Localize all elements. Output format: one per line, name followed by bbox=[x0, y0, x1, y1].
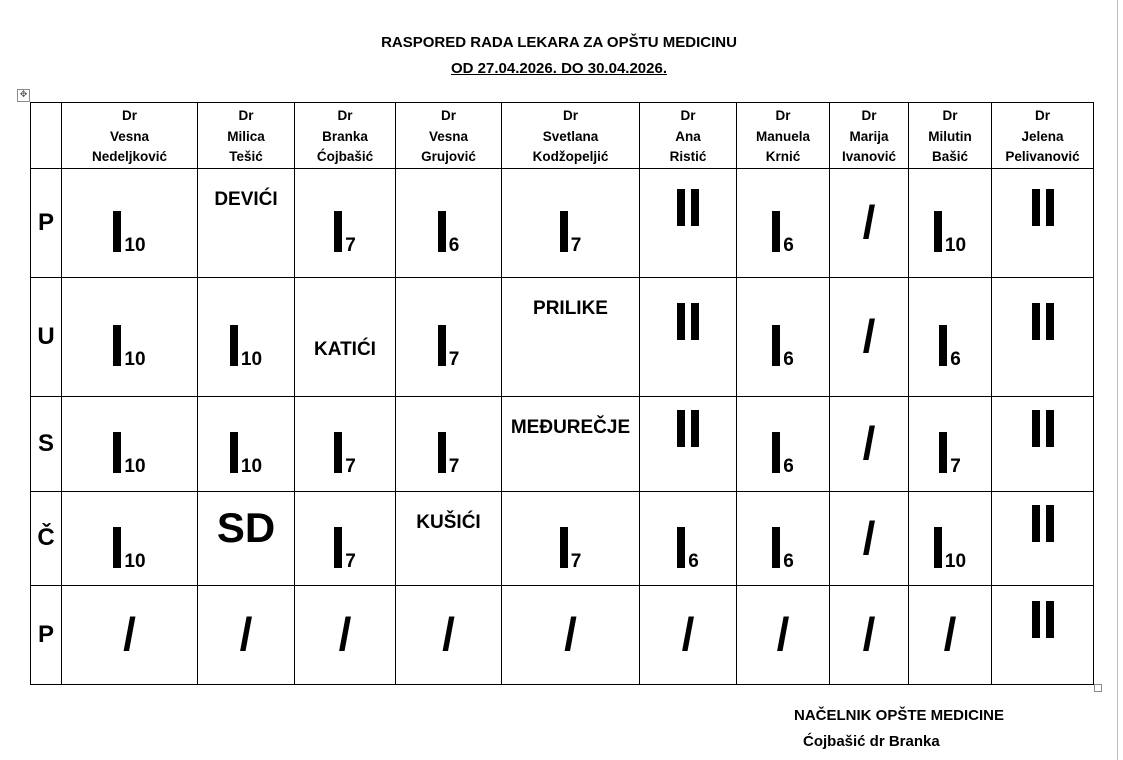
schedule-cell[interactable] bbox=[198, 277, 295, 396]
doctor-first: Branka bbox=[322, 128, 368, 144]
schedule-cell[interactable] bbox=[640, 168, 737, 277]
doctor-first: Svetlana bbox=[542, 128, 599, 144]
day-off-mark: / bbox=[943, 608, 957, 660]
schedule-cell[interactable] bbox=[737, 491, 830, 585]
shift-one bbox=[737, 527, 829, 572]
shift-one bbox=[502, 527, 639, 572]
schedule-cell[interactable] bbox=[830, 491, 909, 585]
doctor-title: Dr bbox=[121, 108, 137, 123]
shift-bar bbox=[1032, 303, 1040, 340]
shift-bar bbox=[560, 211, 568, 252]
shift-one bbox=[737, 325, 829, 370]
day-off-mark: / bbox=[862, 310, 876, 362]
shift-two bbox=[992, 303, 1093, 345]
shift-two bbox=[992, 505, 1093, 547]
shift-two bbox=[640, 189, 736, 231]
shift-hours: 7 bbox=[345, 235, 356, 256]
schedule-cell[interactable] bbox=[502, 585, 640, 684]
doctor-first: Vesna bbox=[428, 128, 469, 144]
shift-bar bbox=[113, 527, 121, 568]
doctor-last: Ivanović bbox=[841, 149, 897, 164]
day-off-mark: / bbox=[123, 608, 136, 660]
shift-bar bbox=[1046, 601, 1054, 638]
location-label: KUŠIĆI bbox=[416, 511, 481, 533]
shift-bar bbox=[1046, 410, 1054, 447]
shift-bar bbox=[677, 527, 685, 568]
shift-two bbox=[992, 601, 1093, 643]
shift-bar bbox=[677, 189, 685, 226]
shift-hours: 6 bbox=[950, 349, 961, 370]
schedule-cell[interactable] bbox=[992, 491, 1094, 585]
shift-one bbox=[396, 325, 501, 370]
schedule-cell[interactable] bbox=[640, 277, 737, 396]
shift-bar bbox=[934, 211, 942, 252]
shift-hours: 10 bbox=[124, 456, 146, 477]
shift-one bbox=[295, 211, 395, 256]
shift-bar bbox=[934, 527, 942, 568]
schedule-cell[interactable] bbox=[992, 168, 1094, 277]
shift-bar bbox=[113, 211, 121, 252]
schedule-cell[interactable] bbox=[909, 491, 992, 585]
schedule-cell[interactable] bbox=[992, 396, 1094, 491]
doctor-last: Grujović bbox=[421, 149, 476, 164]
day-off-mark: / bbox=[442, 608, 455, 660]
doctor-header bbox=[396, 103, 502, 169]
shift-bar bbox=[1032, 189, 1040, 226]
doctor-header bbox=[198, 103, 295, 169]
shift-two bbox=[640, 303, 736, 345]
day-row bbox=[31, 491, 1094, 585]
doctor-header bbox=[295, 103, 396, 169]
location-label: DEVIĆI bbox=[214, 188, 278, 210]
schedule-cell[interactable] bbox=[830, 396, 909, 491]
schedule-cell[interactable] bbox=[198, 491, 295, 585]
shift-one bbox=[909, 527, 991, 572]
day-label: Č bbox=[31, 491, 62, 585]
shift-bar bbox=[230, 432, 238, 473]
doctor-title: Dr bbox=[680, 108, 696, 123]
day-off-mark: / bbox=[338, 608, 352, 660]
doctor-header bbox=[992, 103, 1094, 169]
shift-bar bbox=[677, 303, 685, 340]
doctor-last: Tešić bbox=[229, 149, 263, 164]
shift-hours: 6 bbox=[688, 550, 699, 572]
location-label: MEĐUREČJE bbox=[510, 416, 631, 438]
location-label: KATIĆI bbox=[314, 339, 376, 360]
schedule-cell[interactable] bbox=[640, 396, 737, 491]
shift-one bbox=[295, 432, 395, 477]
shift-bar bbox=[691, 410, 699, 447]
signature-role: NAČELNIK OPŠTE MEDICINE bbox=[794, 707, 1005, 724]
schedule-cell[interactable] bbox=[396, 277, 502, 396]
shift-hours: 6 bbox=[783, 235, 794, 256]
doctor-header bbox=[640, 103, 737, 169]
day-label: S bbox=[31, 396, 62, 491]
schedule-cell[interactable] bbox=[62, 396, 198, 491]
shift-hours: 10 bbox=[240, 456, 263, 477]
shift-bar bbox=[334, 432, 342, 473]
schedule-cell[interactable] bbox=[830, 277, 909, 396]
shift-hours: 10 bbox=[240, 349, 263, 370]
schedule-cell[interactable] bbox=[909, 168, 992, 277]
shift-hours: 10 bbox=[944, 235, 967, 256]
doctor-first: Ana bbox=[675, 128, 701, 144]
shift-hours: 6 bbox=[783, 349, 794, 370]
schedule-cell[interactable] bbox=[737, 396, 830, 491]
schedule-cell[interactable] bbox=[62, 491, 198, 585]
doctor-first: Jelena bbox=[1021, 128, 1064, 144]
doctor-last: Ćojbašić bbox=[316, 149, 374, 164]
page-edge bbox=[1117, 0, 1118, 760]
shift-one bbox=[198, 325, 294, 370]
schedule-cell[interactable] bbox=[62, 585, 198, 684]
doctor-first: Marija bbox=[849, 128, 889, 144]
schedule-cell[interactable] bbox=[62, 277, 198, 396]
schedule-cell[interactable] bbox=[295, 396, 396, 491]
doctor-header bbox=[502, 103, 640, 169]
schedule-cell[interactable] bbox=[992, 277, 1094, 396]
shift-bar bbox=[1046, 505, 1054, 542]
schedule-cell[interactable] bbox=[640, 585, 737, 684]
signature-name: Ćojbašić dr Branka bbox=[803, 733, 940, 750]
doctor-first: Manuela bbox=[755, 128, 810, 144]
shift-hours: 10 bbox=[124, 349, 146, 370]
schedule-cell[interactable] bbox=[198, 396, 295, 491]
shift-one bbox=[62, 432, 197, 477]
schedule-cell[interactable] bbox=[640, 491, 737, 585]
shift-hours: 10 bbox=[124, 550, 146, 572]
corner-cell bbox=[31, 103, 62, 169]
shift-one bbox=[909, 432, 991, 477]
doctor-last: Kodžopeljić bbox=[532, 149, 609, 164]
location-label: PRILIKE bbox=[533, 297, 608, 319]
header-row bbox=[31, 103, 1094, 169]
doctor-last: Pelivanović bbox=[1005, 149, 1080, 164]
shift-hours: 7 bbox=[448, 349, 460, 370]
day-off-mark: / bbox=[681, 608, 695, 660]
day-row bbox=[31, 168, 1094, 277]
schedule-cell[interactable] bbox=[502, 277, 640, 396]
shift-hours: 6 bbox=[448, 235, 460, 256]
schedule-cell[interactable] bbox=[909, 585, 992, 684]
shift-hours: 7 bbox=[950, 456, 961, 477]
shift-hours: 10 bbox=[944, 550, 967, 572]
doctor-title: Dr bbox=[861, 108, 877, 123]
shift-one bbox=[62, 211, 197, 256]
shift-bar bbox=[1046, 189, 1054, 226]
day-off-mark: / bbox=[239, 608, 253, 660]
shift-bar bbox=[1032, 410, 1040, 447]
day-row bbox=[31, 277, 1094, 396]
doctor-header bbox=[62, 103, 198, 169]
schedule-cell[interactable] bbox=[396, 396, 502, 491]
day-off-mark: / bbox=[862, 608, 876, 660]
shift-one bbox=[909, 325, 991, 370]
doctor-first: Vesna bbox=[109, 128, 150, 144]
shift-bar bbox=[772, 432, 780, 473]
shift-one bbox=[198, 432, 294, 477]
date-range: OD 27.04.2026. DO 30.04.2026. bbox=[451, 60, 667, 77]
day-label: P bbox=[31, 168, 62, 277]
day-label: U bbox=[31, 277, 62, 396]
day-off-mark: / bbox=[862, 196, 876, 248]
schedule-cell[interactable] bbox=[62, 168, 198, 277]
schedule-cell[interactable] bbox=[396, 168, 502, 277]
schedule-cell[interactable] bbox=[502, 168, 640, 277]
shift-bar bbox=[677, 410, 685, 447]
doctor-title: Dr bbox=[238, 108, 254, 123]
day-row bbox=[31, 396, 1094, 491]
schedule-cell[interactable] bbox=[992, 585, 1094, 684]
shift-bar bbox=[772, 527, 780, 568]
schedule-cell[interactable] bbox=[295, 491, 396, 585]
schedule-cell[interactable] bbox=[295, 277, 396, 396]
shift-one bbox=[909, 211, 991, 256]
shift-bar bbox=[1046, 303, 1054, 340]
location-label: SD bbox=[216, 503, 276, 551]
doctor-title: Dr bbox=[337, 108, 353, 123]
doctor-title: Dr bbox=[440, 108, 456, 123]
shift-two bbox=[640, 410, 736, 452]
shift-one bbox=[737, 211, 829, 256]
shift-bar bbox=[438, 325, 446, 366]
doctor-title: Dr bbox=[942, 108, 958, 123]
move-arrows-icon[interactable]: ✥ bbox=[17, 89, 30, 102]
shift-bar bbox=[939, 325, 947, 366]
shift-hours: 7 bbox=[570, 235, 582, 256]
doctor-title: Dr bbox=[1034, 108, 1050, 123]
shift-bar bbox=[1032, 601, 1040, 638]
day-row bbox=[31, 585, 1094, 684]
schedule-cell[interactable] bbox=[909, 396, 992, 491]
schedule-cell[interactable] bbox=[737, 277, 830, 396]
shift-one bbox=[640, 527, 736, 572]
shift-bar bbox=[438, 211, 446, 252]
shift-two bbox=[992, 189, 1093, 231]
shift-one bbox=[396, 432, 501, 477]
shift-bar bbox=[334, 211, 342, 252]
shift-bar bbox=[334, 527, 342, 568]
shift-bar bbox=[691, 303, 699, 340]
shift-hours: 6 bbox=[783, 456, 794, 477]
doctor-last: Bašić bbox=[931, 149, 969, 164]
doctor-last: Krnić bbox=[765, 149, 801, 164]
schedule-cell[interactable] bbox=[295, 168, 396, 277]
schedule-cell[interactable] bbox=[909, 277, 992, 396]
shift-one bbox=[62, 325, 197, 370]
day-off-mark: / bbox=[564, 608, 577, 660]
shift-bar bbox=[438, 432, 446, 473]
shift-bar bbox=[1032, 505, 1040, 542]
schedule-cell[interactable] bbox=[737, 168, 830, 277]
day-off-mark: / bbox=[776, 608, 790, 660]
shift-bar bbox=[230, 325, 238, 366]
schedule-cell[interactable] bbox=[737, 585, 830, 684]
doctor-last: Nedeljković bbox=[91, 149, 168, 164]
shift-hours: 7 bbox=[345, 456, 356, 477]
day-off-mark: / bbox=[862, 417, 876, 469]
doctor-last: Ristić bbox=[669, 149, 707, 164]
shift-one bbox=[396, 211, 501, 256]
shift-bar bbox=[939, 432, 947, 473]
doctor-header bbox=[909, 103, 992, 169]
doctor-header bbox=[737, 103, 830, 169]
shift-bar bbox=[113, 325, 121, 366]
schedule-cell[interactable] bbox=[198, 168, 295, 277]
doctor-first: Milica bbox=[227, 128, 265, 144]
document-title: RASPORED RADA LEKARA ZA OPŠTU MEDICINU bbox=[381, 34, 737, 51]
schedule-cell[interactable] bbox=[198, 585, 295, 684]
doctor-title: Dr bbox=[775, 108, 791, 123]
shift-one bbox=[295, 527, 395, 572]
doctor-first: Milutin bbox=[928, 128, 972, 144]
schedule-cell[interactable] bbox=[396, 585, 502, 684]
shift-hours: 7 bbox=[448, 456, 460, 477]
shift-one bbox=[737, 432, 829, 477]
schedule-cell[interactable] bbox=[295, 585, 396, 684]
table-resize-handle[interactable] bbox=[1094, 684, 1102, 692]
shift-bar bbox=[691, 189, 699, 226]
shift-bar bbox=[772, 211, 780, 252]
shift-bar bbox=[113, 432, 121, 473]
schedule-cell[interactable] bbox=[830, 585, 909, 684]
schedule-cell[interactable] bbox=[830, 168, 909, 277]
shift-hours: 7 bbox=[570, 550, 582, 572]
schedule-table bbox=[30, 102, 1094, 685]
shift-hours: 7 bbox=[345, 550, 356, 572]
doctor-header bbox=[830, 103, 909, 169]
day-off-mark: / bbox=[862, 511, 876, 564]
shift-one bbox=[502, 211, 639, 256]
schedule-cell[interactable] bbox=[502, 491, 640, 585]
doctor-title: Dr bbox=[562, 108, 578, 123]
shift-bar bbox=[560, 527, 568, 568]
shift-hours: 6 bbox=[783, 550, 794, 572]
schedule-cell[interactable] bbox=[502, 396, 640, 491]
day-label: P bbox=[31, 585, 62, 684]
shift-one bbox=[62, 527, 197, 572]
shift-bar bbox=[772, 325, 780, 366]
shift-two bbox=[992, 410, 1093, 452]
shift-hours: 10 bbox=[124, 235, 146, 256]
schedule-cell[interactable] bbox=[396, 491, 502, 585]
